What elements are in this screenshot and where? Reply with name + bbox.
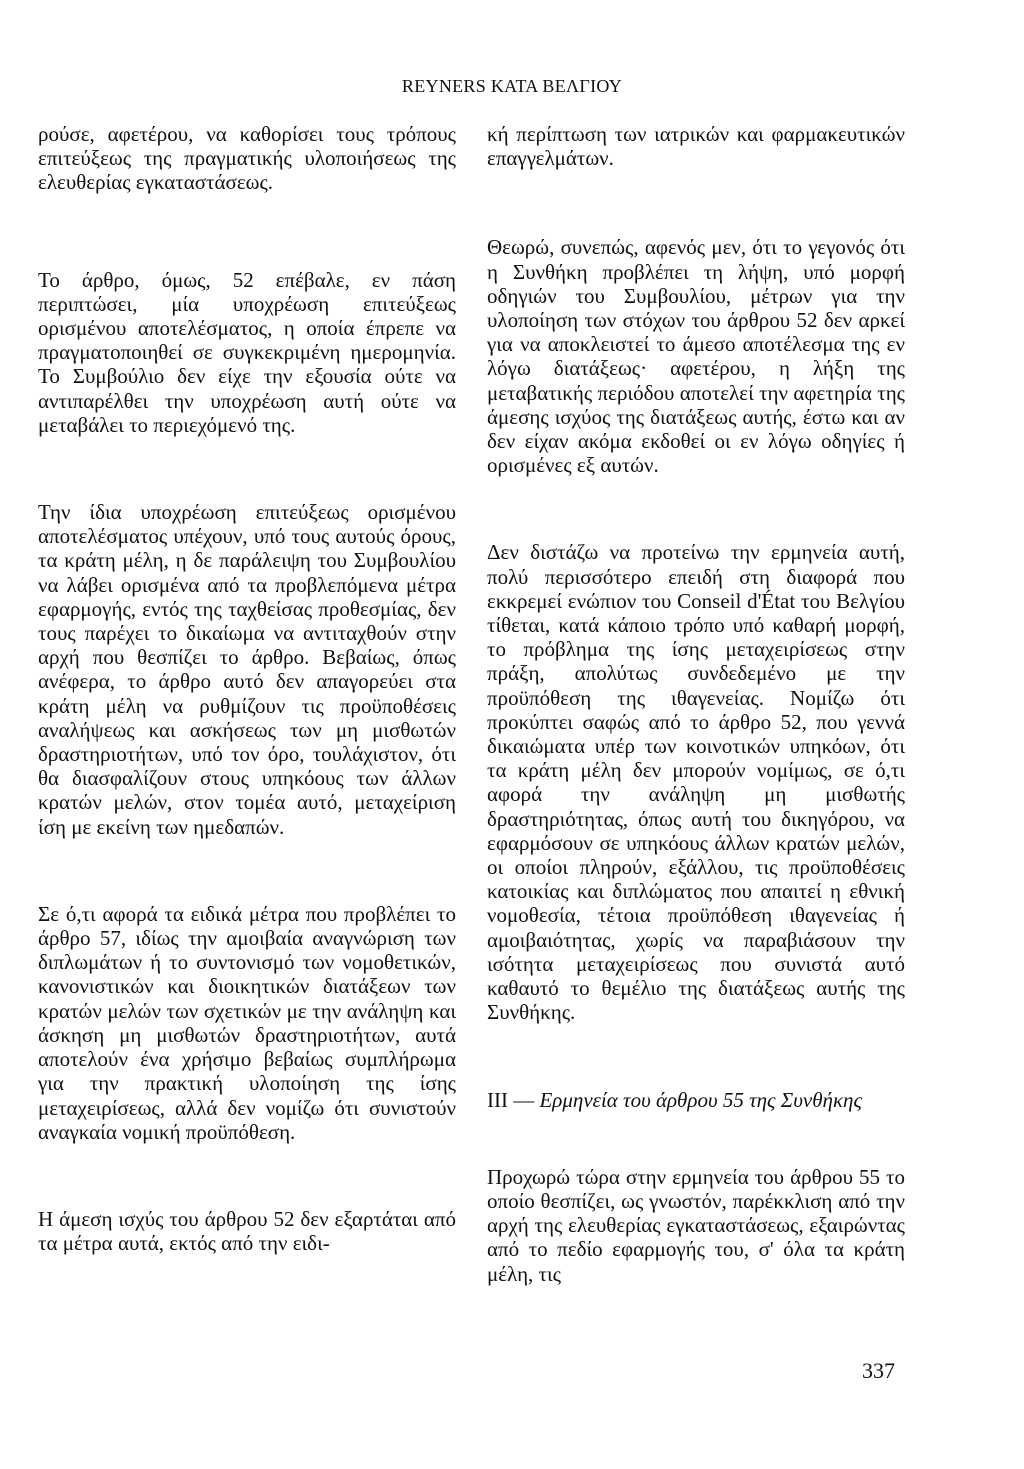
- running-header: REYNERS ΚΑΤΑ ΒΕΛΓΙΟΥ: [401, 76, 623, 96]
- paragraph-member-states-obligation: Την ίδια υποχρέωση επιτεύξεως ορισμένου αποτελέσματος υπέχουν, υπό τους αυτούς όρους, τα κράτη μέλη, η δε παράλειψη του Συμβουλίου να λάβει ορισμένα από τα προβλεπόμενα μέτρα εφαρμογής, εντός της ταχθείσας προθεσμίας, δεν τους παρέχει το δικαίωμα να αντιταχθούν στην αρχή που θεσπίζει το άρθρο. Βεβαίως, όπως ανέφερα, το άρθρο αυτό δεν απαγορεύει στα κράτη μέλη να ρυθμίζουν τις προϋποθέσεις αναλήψεως και ασκήσεως των μη μισθωτών δραστηριοτήτων, υπό τον όρο, τουλάχιστον, ότι θα διασφαλίζουν στους υπηκόους των άλλων κρατών μελών, στον τομέα αυτό, μεταχείριση ίση με εκείνη των ημεδαπών.: [38, 500, 456, 839]
- page-number: 337: [862, 1358, 895, 1383]
- section-title: Ερμηνεία του άρθρου 55 της Συνθήκης: [539, 1087, 862, 1112]
- paragraph-establishment-methods: ρούσε, αφετέρου, να καθορίσει τους τρόπους επιτεύξεως της πραγματικής υλοποιήσεως της ελευθερίας εγκαταστάσεως.: [38, 122, 456, 195]
- paragraph-conclusion-directives: Θεωρώ, συνεπώς, αφενός μεν, ότι το γεγονός ότι η Συνθήκη προβλέπει τη λήψη, υπό μορφή οδηγιών του Συμβουλίου, μέτρων για την υλοποίηση των στόχων του άρθρου 52 δεν αρκεί για να αποκλειστεί το άμεσο αποτέλεσμα της εν λόγω διατάξεως· αφετέρου, η λήξη της μεταβατικής περιόδου αποτελεί την αφετηρία της άμεσης ισχύος της διατάξεως αυτής, έστω και αν δεν είχαν ακόμα εκδοθεί οι εν λόγω οδηγίες ή ορισμένες εξ αυτών.: [487, 235, 905, 478]
- right-column: [487, 122, 905, 1286]
- paragraph-direct-effect: Η άμεση ισχύς του άρθρου 52 δεν εξαρτάται από τα μέτρα αυτά, εκτός από την ειδι-: [38, 1206, 456, 1256]
- paragraph-medical-professions: κή περίπτωση των ιατρικών και φαρμακευτικών επαγγελμάτων.: [487, 122, 905, 171]
- section-numeral: III —: [487, 1087, 540, 1112]
- left-column: [38, 122, 456, 1255]
- paragraph-article-57-measures: Σε ό,τι αφορά τα ειδικά μέτρα που προβλέπει το άρθρο 57, ιδίως την αμοιβαία αναγνώριση των διπλωμάτων ή το συντονισμό των νομοθετικών, κανονιστικών και διοικητικών διατάξεων των κρατών μελών των σχετικών με την ανάληψη και άσκηση μη μισθωτών δραστηριοτήτων, αυτά αποτελούν ένα χρήσιμο βεβαίως συμπλήρωμα για την πρακτική υλοποίηση της ίσης μεταχειρίσεως, αλλά δεν νομίζω ότι συνιστούν αναγκαία νομική προϋπόθεση.: [38, 901, 456, 1144]
- section-heading: [487, 1088, 905, 1112]
- paragraph-conseil-detat: Δεν διστάζω να προτείνω την ερμηνεία αυτή, πολύ περισσότερο επειδή στη διαφορά που εκκρεμεί ενώπιον του Conseil d'État του Βελγίου τίθεται, κατά κάποιο τρόπο υπό καθαρή μορφή, το πρόβλημα της ίσης μεταχειρίσεως στην πράξη, απολύτως συνδεδεμένο με την προϋπόθεση της ιθαγενείας. Νομίζω ότι προκύπτει σαφώς από το άρθρο 52, που γεννά δικαιώματα υπέρ των κοινοτικών υπηκόων, ότι τα κράτη μέλη δεν μπορούν νομίμως, σε ό,τι αφορά την ανάληψη μη μισθωτής δραστηριότητας, όπως αυτή του δικηγόρου, να εφαρμόσουν σε υπηκόους άλλων κρατών μελών, οι οποίοι πληρούν, εξάλλου, τις προϋποθέσεις κατοικίας και διπλώματος που απαιτεί η εθνική νομοθεσία, τέτοια προϋπόθεση ιθαγενείας ή αμοιβαιότητας, χωρίς να παραβιάσουν την ισότητα μεταχειρίσεως που συνιστά αυτό καθαυτό το θεμέλιο της διατάξεως αυτής της Συνθήκης.: [487, 540, 905, 1025]
- paragraph-article-52-obligation: Το άρθρο, όμως, 52 επέβαλε, εν πάση περιπτώσει, μία υποχρέωση επιτεύξεως ορισμένου αποτελέσματος, η οποία έπρεπε να πραγματοποιηθεί σε συγκεκριμένη ημερομηνία. Το Συμβούλιο δεν είχε την εξουσία ούτε να αντιπαρέλθει την υποχρέωση αυτή ούτε να μεταβάλει το περιεχόμενό της.: [38, 267, 456, 437]
- paragraph-article-55: Προχωρώ τώρα στην ερμηνεία του άρθρου 55 το οποίο θεσπίζει, ως γνωστόν, παρέκκλιση από την αρχή της ελευθερίας εγκαταστάσεως, εξαιρώντας από το πεδίο εφαρμογής του, σ' όλα τα κράτη μέλη, τις: [487, 1164, 905, 1286]
